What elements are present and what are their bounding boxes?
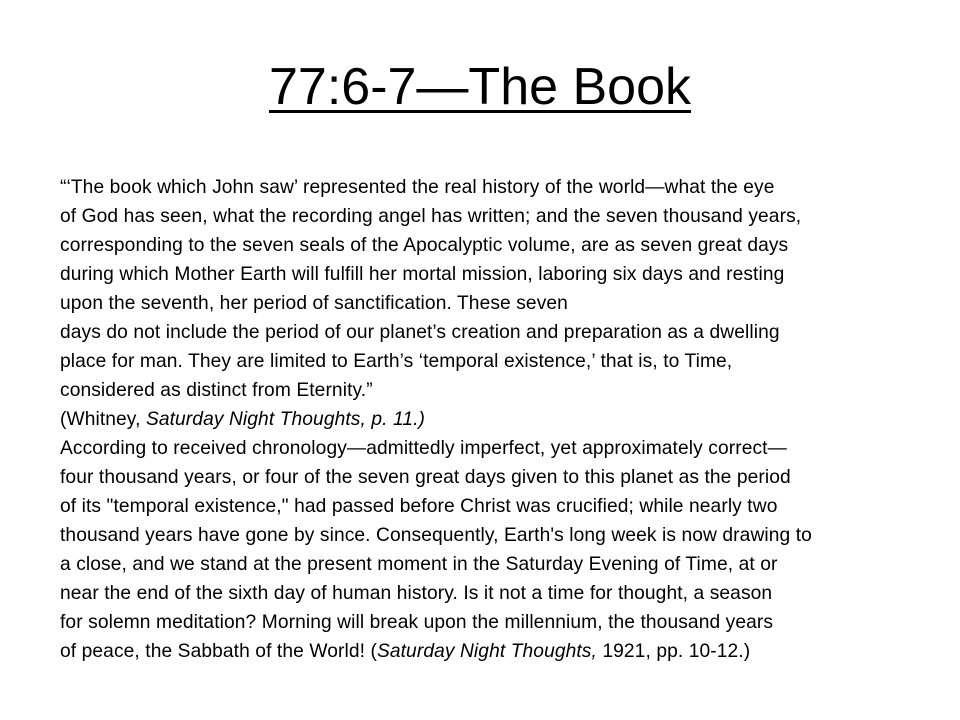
passage-line-4: thousand years have gone by since. Consequently, Earth's long week is now drawing to (60, 525, 812, 546)
quote-line-8: considered as distinct from Eternity.” (60, 380, 373, 401)
quote-line-1: “‘The book which John saw’ represented the real history of the world—what the eye (60, 177, 775, 198)
quote-line-5: upon the seventh, her period of sanctification. These seven (60, 293, 568, 314)
passage-last-line (60, 637, 912, 666)
slide-body (60, 173, 912, 666)
quote-line-2: of God has seen, what the recording angel has written; and the seven thousand years, (60, 206, 802, 227)
citation-work-title: Saturday Night Thoughts, p. 11.) (145, 409, 426, 430)
passage-source-details: 1921, pp. 10-12.) (596, 641, 751, 662)
slide-title-text: 77:6-7—The Book (268, 58, 692, 116)
citation-whitney (60, 405, 912, 434)
quote-line-7: place for man. They are limited to Earth’s ‘temporal existence,’ that is, to Time, (60, 351, 733, 372)
passage-line-2: four thousand years, or four of the seven great days given to this planet as the period (60, 467, 791, 488)
citation-author: (Whitney, (60, 409, 146, 430)
passage-line-7: for solemn meditation? Morning will break upon the millennium, the thousand years (60, 612, 774, 633)
passage-line-6: near the end of the sixth day of human history. Is it not a time for thought, a season (60, 583, 773, 604)
passage-line-1: According to received chronology—admittedly imperfect, yet approximately correct— (60, 438, 787, 459)
quote-line-4: during which Mother Earth will fulfill her mortal mission, laboring six days and resting (60, 264, 785, 285)
quote-line-3: corresponding to the seven seals of the Apocalyptic volume, are as seven great days (60, 235, 789, 256)
slide-title (0, 52, 960, 122)
passage-line-5: a close, and we stand at the present moment in the Saturday Evening of Time, at or (60, 554, 778, 575)
passage-line-3: of its "temporal existence," had passed before Christ was crucified; while nearly two (60, 496, 778, 517)
passage-last-text: of peace, the Sabbath of the World! ( (60, 641, 377, 662)
quote-line-6: days do not include the period of our planet’s creation and preparation as a dwelling (60, 322, 780, 343)
passage-source-title: Saturday Night Thoughts, (376, 641, 597, 662)
